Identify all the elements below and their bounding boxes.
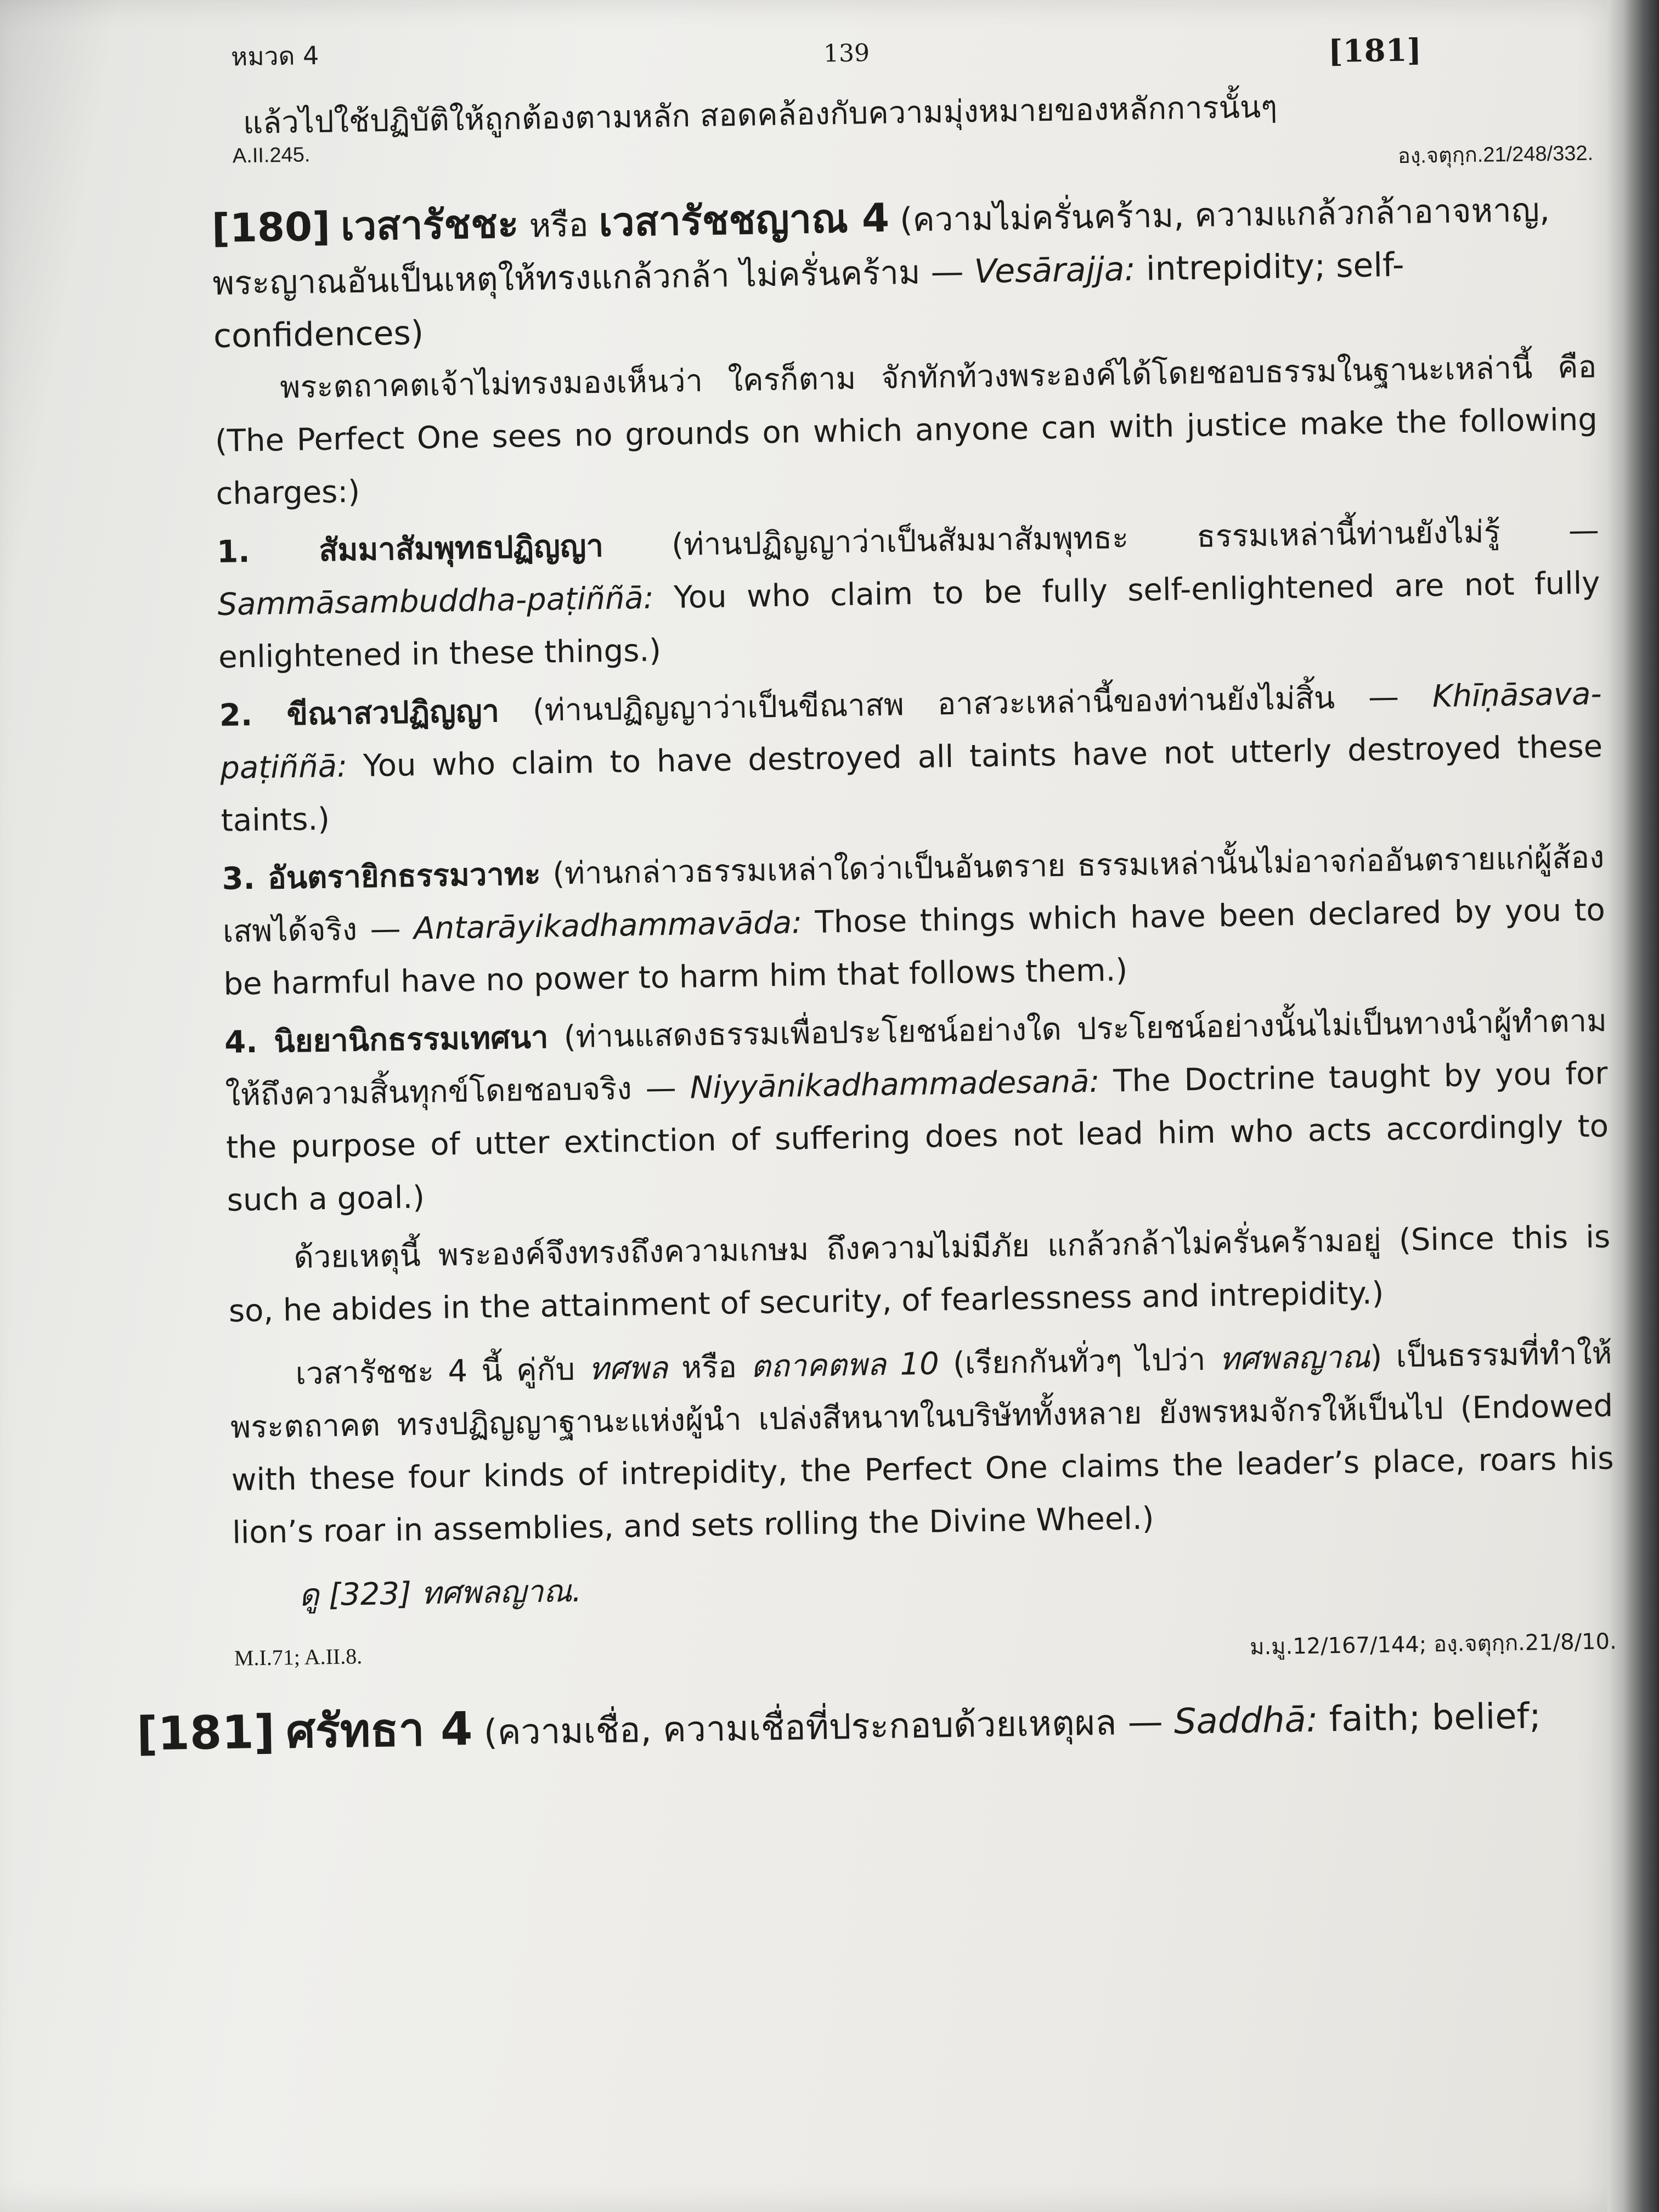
intrepidity-list xyxy=(216,504,1610,1227)
list-item-thai: (ท่านปฏิญญาว่าเป็นขีณาสพ อาสวะเหล่านี้ของท่านยังไม่สิ้น — xyxy=(532,679,1400,729)
list-item-title: 1. สัมมาสัมพุทธปฏิญญา xyxy=(216,528,604,570)
section-label: หมวด 4 xyxy=(230,40,319,72)
page-number: 139 xyxy=(823,39,870,68)
list-item xyxy=(219,668,1604,848)
pairing-text-g: ) เป็นธรรมที่ทำให้พระตถาคต ทรงปฏิญญาฐานะแห่งผู้นำ เปล่งสีหนาทในบริษัททั้งหลาย ยังพรหมจักรให้เป็นไป (Endowed with these four kinds of intrepidity, the Perfect One claims the leader’s place, roars his lion’s roar in assemblies, and sets rolling the Divine Wheel.) xyxy=(230,1335,1614,1551)
list-item-pali: Khīṇāsava-paṭiññā: xyxy=(219,676,1602,786)
pairing-text-a: เวสารัชชะ 4 นี้ คู่กับ xyxy=(295,1351,575,1392)
entry-180-number: [180] xyxy=(211,203,331,252)
previous-entry-ref-english: A.II.245. xyxy=(232,143,311,168)
list-item-thai: (ท่านกล่าวธรรมเหล่าใดว่าเป็นอันตราย ธรรมเหล่านั้นไม่อาจก่ออันตรายแก่ผู้ส้องเสพได้จริง — xyxy=(222,839,1605,950)
list-item-title: 4. นิยยานิกธรรมเทศนา xyxy=(224,1019,549,1060)
entry-181-pali: Saddhā: xyxy=(1173,1699,1318,1742)
list-item-pali: Antarāyikadhammavāda: xyxy=(413,905,803,947)
see-also-reference: ดู [323] ทศพลญาณ. xyxy=(298,1573,582,1613)
list-item-pali: Niyyānikadhammadesanā: xyxy=(690,1063,1100,1106)
pairing-dasabala: ทศพล xyxy=(588,1350,668,1387)
entry-180-intro: พระตถาคตเจ้าไม่ทรงมองเห็นว่า ใครก็ตาม จักทักท้วงพระองค์ได้โดยชอบธรรมในฐานะเหล่านี้ คือ (The Perfect One sees no grounds on which anyone can with justice make the following charges:) xyxy=(215,349,1598,512)
entry-180-or: หรือ xyxy=(529,206,589,245)
list-item-pali: Sammāsambuddha-paṭiññā: xyxy=(217,580,654,623)
entry-181-number: [181] xyxy=(136,1705,275,1761)
entry-180-pairing xyxy=(229,1327,1615,1560)
entry-180-alt-name: เวสารัชชญาณ 4 xyxy=(598,194,890,245)
entry-180-pali: Vesārajja: xyxy=(974,250,1136,291)
list-item-thai: (ท่านแสดงธรรมเพื่อประโยชน์อย่างใด ประโยชน์อย่างนั้นไม่เป็นทางนำผู้ทำตามให้ถึงความสิ้นทุกข์โดยชอบจริง — xyxy=(225,1003,1607,1113)
previous-entry-tail: แล้วไปใช้ปฏิบัติให้ถูกต้องตามหลัก สอดคล้องกับความมุ่งหมายของหลักการนั้นๆ xyxy=(242,89,1278,142)
page-content xyxy=(136,0,1618,1768)
pairing-dasabalanana: ทศพลญาณ xyxy=(1219,1339,1371,1378)
list-item-thai: (ท่านปฏิญญาว่าเป็นสัมมาสัมพุทธะ ธรรมเหล่านี้ท่านยังไม่รู้ — xyxy=(671,512,1600,563)
entry-180-desc-english: intrepidity; self-confidences) xyxy=(213,245,1405,356)
entry-180-conclusion: ด้วยเหตุนี้ พระองค์จึงทรงถึงความเกษม ถึงความไม่มีภัย แกล้วกล้าไม่ครั่นคร้ามอยู่ (Since this is so, he abides in the attainment of security, of fearlessness and intrepidity.) xyxy=(228,1219,1611,1329)
pairing-text-e: (เรียกกันทั่วๆ ไปว่า xyxy=(952,1341,1206,1382)
list-item xyxy=(222,831,1606,1011)
entry-181-desc-thai: (ความเชื่อ, ความเชื่อที่ประกอบด้วยเหตุผล — xyxy=(483,1702,1164,1753)
list-item xyxy=(224,995,1610,1227)
entry-180-desc-thai: (ความไม่ครั่นคร้าม, ความแกล้วกล้าอาจหาญ, พระญาณอันเป็นเหตุให้ทรงแกล้วกล้า ไม่ครั่นคร้าม — xyxy=(212,190,1550,303)
list-item-english: The Doctrine taught by you for the purpose of utter extinction of suffering does not lead him who acts accordingly to such a goal.) xyxy=(225,1056,1609,1218)
list-item-title: 2. ขีณาสวปฏิญญา xyxy=(219,693,500,733)
entry-180-ref-english: M.I.71; A.II.8. xyxy=(234,1644,363,1671)
list-item-english: Those things which have been declared by you to be harmful have no power to harm him that follows them.) xyxy=(223,892,1606,1002)
entry-180-heading xyxy=(211,180,1596,363)
previous-entry-ref-thai: องฺ.จตุกฺก.21/248/332. xyxy=(1397,142,1594,168)
list-item-english: You who claim to have destroyed all taints have not utterly destroyed these taints.) xyxy=(221,729,1603,839)
entry-180-references xyxy=(234,1623,1617,1680)
pairing-tathagatabala: ตถาคตพล 10 xyxy=(750,1346,940,1385)
entry-180-name: เวสารัชชะ xyxy=(340,200,520,250)
list-item-title: 3. อันตรายิกธรรมวาทะ xyxy=(222,856,541,897)
book-spine xyxy=(1607,0,1659,2212)
entry-range: [181] xyxy=(1328,32,1422,70)
list-item xyxy=(216,504,1601,684)
list-item-english: You who claim to be fully self-enlightened are not fully enlightened in these things.) xyxy=(218,565,1600,675)
entry-180 xyxy=(211,180,1617,1680)
entry-180-ref-thai: ม.มู.12/167/144; องฺ.จตุกฺก.21/8/10. xyxy=(1249,1629,1617,1660)
pairing-text-or: หรือ xyxy=(681,1349,737,1386)
entry-181-desc-english: faith; belief; xyxy=(1329,1696,1542,1740)
entry-181-name: ศรัทธา 4 xyxy=(285,1701,473,1759)
